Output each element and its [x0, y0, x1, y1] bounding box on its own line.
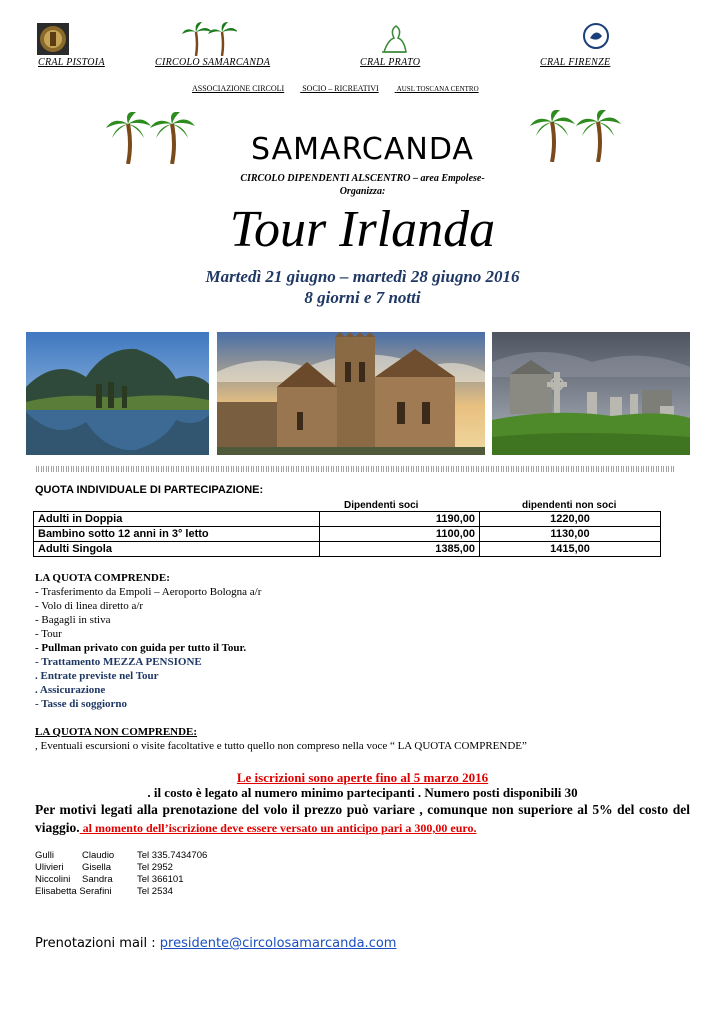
contact-row [35, 886, 207, 898]
tour-duration: 8 giorni e 7 notti [304, 288, 421, 307]
brand-subtitle-line1: CIRCOLO DIPENDENTI ALSCENTRO – area Empolese- [240, 173, 485, 184]
tour-title: Tour Irlanda [229, 201, 496, 258]
contact-surname: Gulli [35, 850, 55, 861]
photo-lake-mountains [26, 332, 209, 455]
tour-date-range: Martedì 21 giugno – martedì 28 giugno 2016 [205, 267, 520, 286]
non-comprende-heading: LA QUOTA NON COMPRENDE: [35, 726, 198, 738]
cral-firenze-logo [582, 22, 610, 50]
booking-label: Prenotazioni mail : [35, 936, 160, 951]
table-row [34, 542, 661, 557]
divider-line [35, 466, 675, 472]
contact-surname: Niccolini [35, 874, 71, 885]
row-label: Bambino sotto 12 anni in 3° letto [34, 527, 320, 542]
price-soci: 1100,00 [320, 527, 480, 542]
list-item: - Tour [35, 628, 62, 640]
list-item: - Volo di linea diretto a/r [35, 600, 144, 612]
association-line [192, 84, 495, 93]
table-row [34, 527, 661, 542]
list-item: - Bagagli in stiva [35, 614, 111, 626]
contact-row [35, 850, 207, 862]
non-comprende-text: , Eventuali escursioni o visite facoltative e tutto quello non compreso nella voce “ LA QUOTA COMPRENDE” [35, 740, 527, 752]
brand-name: SAMARCANDA [251, 132, 474, 167]
list-item: - Trasferimento da Empoli – Aeroporto Bologna a/r [35, 586, 262, 598]
brand-subtitle-line2: Organizza: [339, 186, 386, 197]
contact-name: Gisella [82, 862, 112, 873]
row-label: Adulti in Doppia [34, 512, 320, 527]
list-item: - Tasse di soggiorno [35, 698, 127, 710]
row-label: Adulti Singola [34, 542, 320, 557]
list-item: . Assicurazione [35, 684, 106, 696]
tour-dates [0, 266, 725, 308]
column-header-soci: Dipendenti soci [344, 500, 419, 511]
contact-row [35, 874, 207, 886]
price-soci: 1190,00 [320, 512, 480, 527]
association-ausl: AUSL TOSCANA CENTRO [396, 85, 479, 93]
contact-row [35, 862, 207, 874]
contact-surname: Elisabetta Serafini [35, 886, 112, 897]
cral-prato-logo [376, 22, 410, 56]
quota-heading: QUOTA INDIVIDUALE DI PARTECIPAZIONE: [35, 484, 264, 496]
photo-cathedral [217, 332, 485, 455]
comprende-section [35, 571, 261, 711]
contact-name: Sandra [82, 874, 113, 885]
palm-logo [182, 22, 237, 56]
contact-phone: Tel 335.7434706 [137, 850, 208, 861]
org-label-samarcanda: CIRCOLO SAMARCANDA [155, 57, 271, 68]
deposit-note: al momento dell’iscrizione deve essere versato un anticipo pari a 300,00 euro. [79, 821, 477, 835]
cral-pistoia-logo [36, 22, 70, 56]
contact-phone: Tel 2952 [137, 862, 173, 873]
booking-line [35, 936, 396, 951]
price-non-soci: 1130,00 [480, 527, 661, 542]
price-non-soci: 1220,00 [480, 512, 661, 527]
org-label-firenze: CRAL FIRENZE [540, 57, 611, 68]
price-non-soci: 1415,00 [480, 542, 661, 557]
contacts-list [35, 850, 207, 898]
non-comprende-section [35, 725, 527, 753]
photo-celtic-graveyard [492, 332, 690, 455]
association-type: SOCIO – RICREATIVI [302, 84, 379, 93]
contact-phone: Tel 366101 [137, 874, 184, 885]
price-soci: 1385,00 [320, 542, 480, 557]
comprende-heading: LA QUOTA COMPRENDE: [35, 572, 170, 584]
table-row [34, 512, 661, 527]
contact-phone: Tel 2534 [137, 886, 173, 897]
contact-name: Claudio [82, 850, 115, 861]
price-table [33, 511, 661, 557]
association-name: ASSOCIAZIONE CIRCOLI [192, 84, 285, 93]
list-item: - Trattamento MEZZA PENSIONE [35, 656, 202, 668]
org-label-pistoia: CRAL PISTOIA [38, 57, 105, 68]
brand-subtitle [0, 172, 725, 198]
org-label-prato: CRAL PRATO [360, 57, 421, 68]
list-item: - Pullman privato con guida per tutto il Tour. [35, 642, 247, 654]
registration-deadline: Le iscrizioni sono aperte fino al 5 marzo 2016 [236, 770, 489, 785]
column-header-non-soci: dipendenti non soci [522, 500, 617, 511]
price-variation-note [35, 801, 690, 837]
contact-surname: Ulivieri [35, 862, 64, 873]
price-variation-text: Per motivi legati alla prenotazione del volo il prezzo può variare , comunque non superiore al 5% del costo del viaggio. [35, 802, 690, 835]
list-item: . Entrate previste nel Tour [35, 670, 159, 682]
booking-email-link[interactable]: presidente@circolosamarcanda.com [159, 936, 397, 951]
cost-note: . il costo è legato al numero minimo partecipanti . Numero posti disponibili 30 [147, 785, 578, 800]
